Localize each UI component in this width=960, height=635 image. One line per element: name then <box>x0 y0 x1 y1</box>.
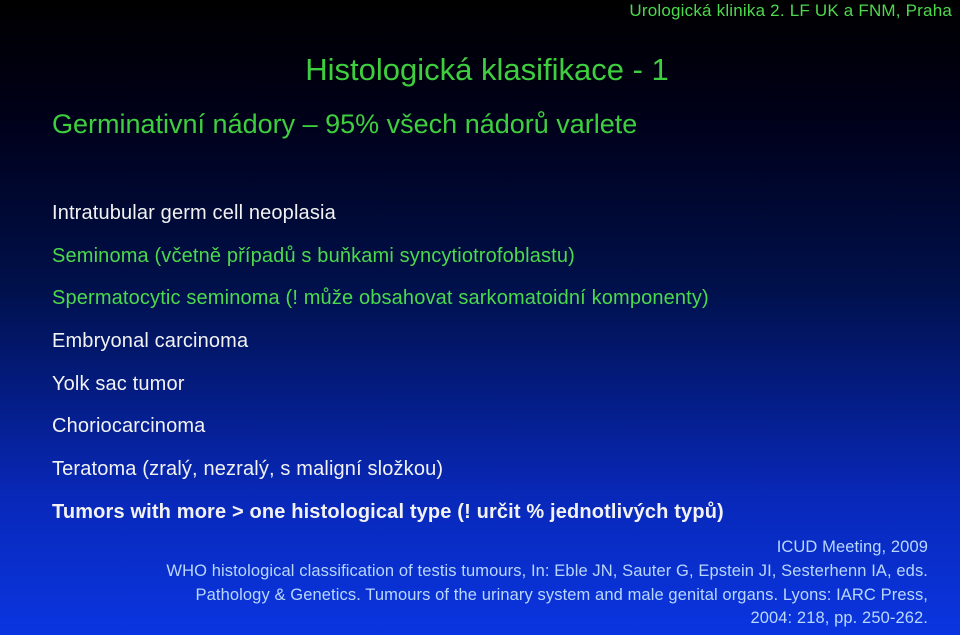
reference-line-2: WHO histological classification of testis tumours, In: Eble JN, Sauter G, Epstein JI, Sesterhenn IA, eds. <box>166 561 928 580</box>
reference-line-4: 2004: 218, pp. 250-262. <box>750 609 928 628</box>
reference-line-1: ICUD Meeting, 2009 <box>776 538 928 556</box>
list-item-embryonal-carcinoma: Embryonal carcinoma <box>52 330 249 353</box>
list-item-itgcn: Intratubular germ cell neoplasia <box>52 202 336 224</box>
list-item-spermatocytic-seminoma: Spermatocytic seminoma (! může obsahovat sarkomatoidní komponenty) <box>52 287 709 310</box>
list-item-yolk-sac-tumor: Yolk sac tumor <box>52 372 185 395</box>
institution-header: Urologická klinika 2. LF UK a FNM, Praha <box>629 1 952 20</box>
list-item-choriocarcinoma: Choriocarcinoma <box>52 415 206 438</box>
list-item-mixed-tumors: Tumors with more > one histological type (! určit % jednotlivých typů) <box>52 500 724 523</box>
slide-subtitle: Germinativní nádory – 95% všech nádorů varlete <box>52 109 638 139</box>
list-item-seminoma: Seminoma (včetně případů s buňkami syncytiotrofoblastu) <box>52 244 575 267</box>
classification-list <box>52 198 724 540</box>
reference-line-3: Pathology & Genetics. Tumours of the urinary system and male genital organs. Lyons: IARC Press, <box>195 585 928 604</box>
slide-title: Histologická klasifikace - 1 <box>305 52 669 87</box>
list-item-teratoma: Teratoma (zralý, nezralý, s maligní složkou) <box>52 458 444 481</box>
references-block <box>28 536 928 631</box>
